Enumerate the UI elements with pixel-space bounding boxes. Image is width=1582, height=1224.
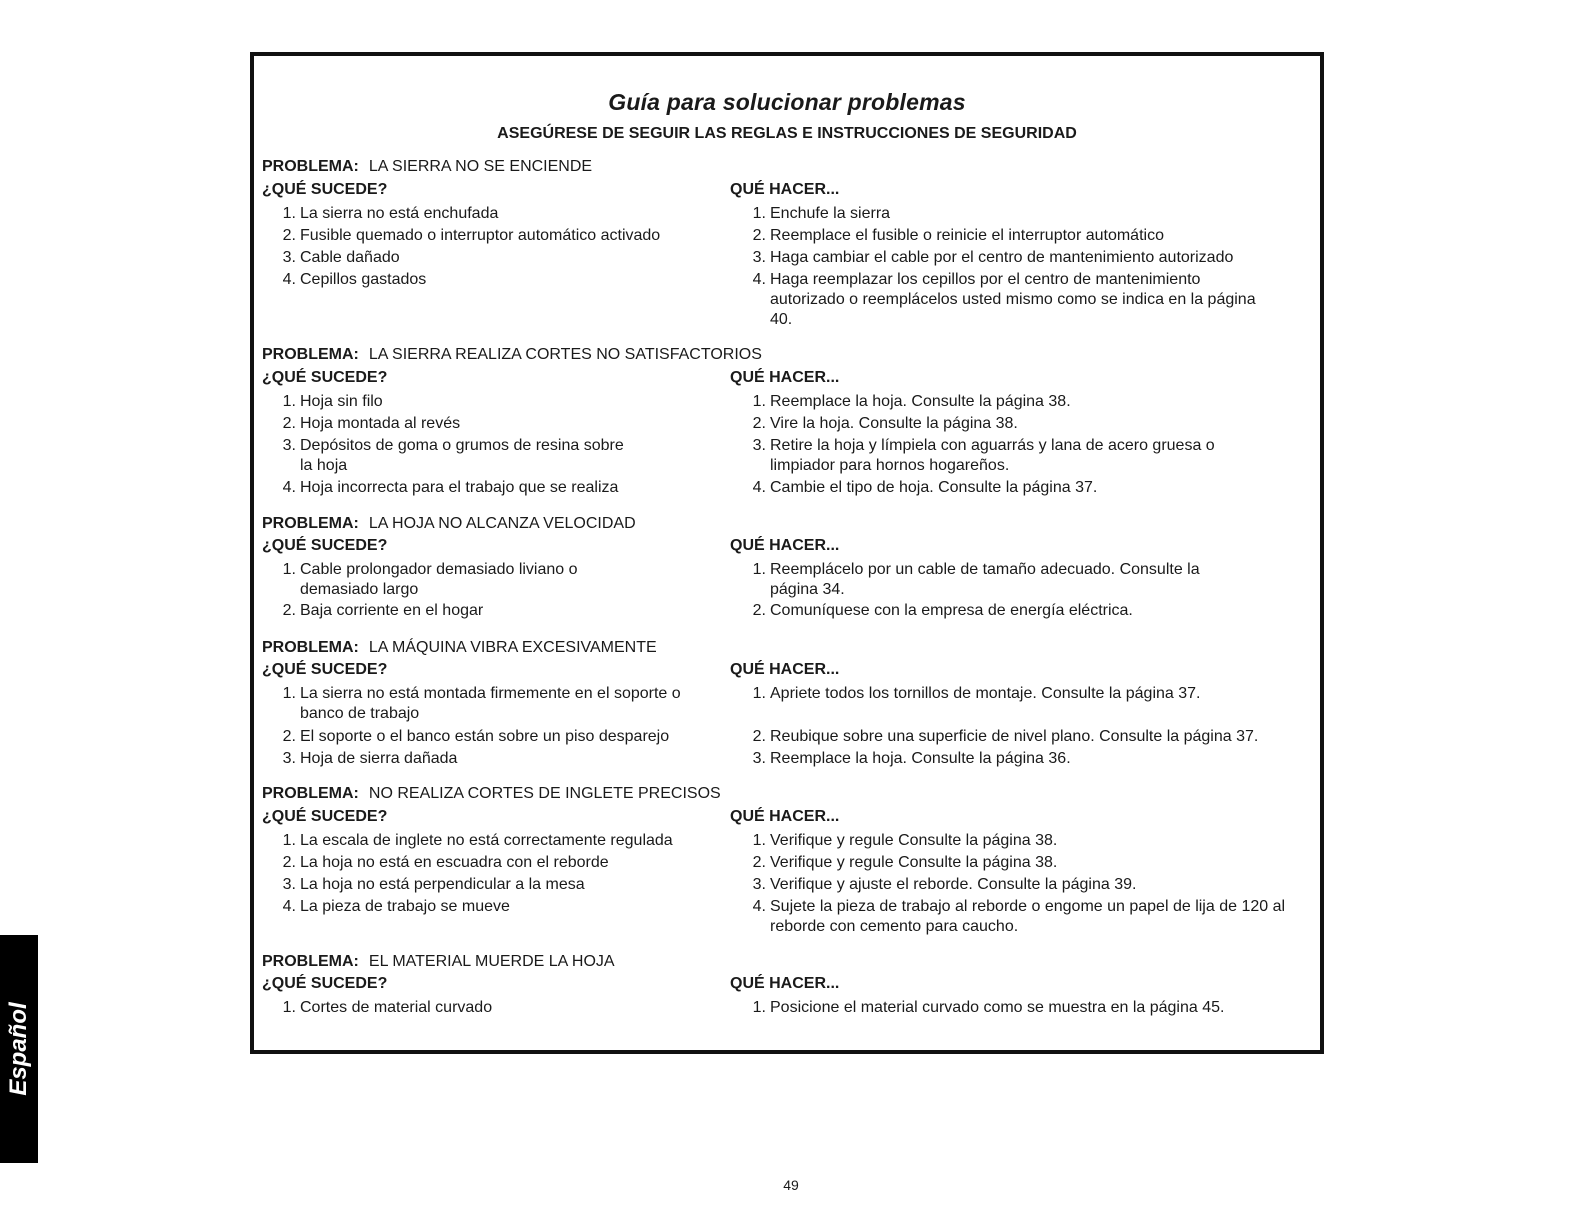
remedy-heading: QUÉ HACER... xyxy=(730,181,840,198)
item-number: 2. xyxy=(752,728,766,745)
item-text: Verifique y regule Consulte la página 38. xyxy=(770,854,1058,871)
item-number: 3. xyxy=(282,876,296,893)
remedy-heading: QUÉ HACER... xyxy=(730,537,840,554)
item-number: 3. xyxy=(752,437,766,454)
item-text: Reemplace el fusible o reinicie el interruptor automático xyxy=(770,227,1164,244)
item-text: Fusible quemado o interruptor automático activado xyxy=(300,227,661,244)
language-tab xyxy=(0,935,38,1163)
item-number: 4. xyxy=(282,898,296,915)
problem-text: EL MATERIAL MUERDE LA HOJA xyxy=(368,953,615,970)
item-text: Hoja sin filo xyxy=(300,393,383,410)
language-tab-label: Español xyxy=(5,1002,32,1096)
item-text: La sierra no está enchufada xyxy=(300,205,499,222)
item-text: Baja corriente en el hogar xyxy=(300,602,484,619)
problem-text: LA SIERRA NO SE ENCIENDE xyxy=(368,158,593,175)
remedy-heading: QUÉ HACER... xyxy=(730,369,840,386)
item-text: La escala de inglete no está correctamente regulada xyxy=(300,832,673,849)
cause-heading: ¿QUÉ SUCEDE? xyxy=(262,661,388,678)
remedy-heading: QUÉ HACER... xyxy=(730,975,840,992)
item-number: 1. xyxy=(282,561,296,578)
problem-heading xyxy=(262,785,721,803)
item-number: 3. xyxy=(282,750,296,767)
item-text: Cortes de material curvado xyxy=(300,999,493,1016)
item-text: Depósitos de goma o grumos de resina sobre la hoja xyxy=(300,437,624,474)
item-text: Posicione el material curvado como se muestra en la página 45. xyxy=(770,999,1225,1016)
problem-heading xyxy=(262,158,592,176)
item-number: 1. xyxy=(282,205,296,222)
item-number: 1. xyxy=(752,205,766,222)
item-text: La hoja no está en escuadra con el reborde xyxy=(300,854,609,871)
item-text: Haga reemplazar los cepillos por el centro de mantenimiento autorizado o reemplácelos usted mismo como se indica en la página 40. xyxy=(770,271,1256,328)
problem-text: LA SIERRA REALIZA CORTES NO SATISFACTORIOS xyxy=(368,346,762,363)
problem-text: LA MÁQUINA VIBRA EXCESIVAMENTE xyxy=(368,639,657,656)
item-number: 1. xyxy=(282,393,296,410)
item-text: El soporte o el banco están sobre un piso desparejo xyxy=(300,728,670,745)
item-number: 2. xyxy=(282,854,296,871)
item-text: La hoja no está perpendicular a la mesa xyxy=(300,876,585,893)
item-text: Enchufe la sierra xyxy=(770,205,891,222)
item-text: Comuníquese con la empresa de energía eléctrica. xyxy=(770,602,1133,619)
page-number: 49 xyxy=(783,1177,799,1193)
item-number: 1. xyxy=(752,561,766,578)
item-text: Vire la hoja. Consulte la página 38. xyxy=(770,415,1018,432)
item-text: Verifique y ajuste el reborde. Consulte la página 39. xyxy=(770,876,1137,893)
item-number: 3. xyxy=(282,437,296,454)
item-text: La pieza de trabajo se mueve xyxy=(300,898,510,915)
item-number: 2. xyxy=(752,227,766,244)
problem-label: PROBLEMA: xyxy=(262,515,359,532)
item-text: Haga cambiar el cable por el centro de mantenimiento autorizado xyxy=(770,249,1234,266)
cause-heading: ¿QUÉ SUCEDE? xyxy=(262,537,388,554)
troubleshooting-box xyxy=(250,52,1324,1054)
problem-heading xyxy=(262,515,636,533)
item-text: Sujete la pieza de trabajo al reborde o engome un papel de lija de 120 al reborde con cemento para caucho. xyxy=(770,898,1286,935)
item-number: 2. xyxy=(752,415,766,432)
problem-text: LA HOJA NO ALCANZA VELOCIDAD xyxy=(368,515,636,532)
item-text: Hoja incorrecta para el trabajo que se realiza xyxy=(300,479,619,496)
page-subtitle: ASEGÚRESE DE SEGUIR LAS REGLAS E INSTRUCCIONES DE SEGURIDAD xyxy=(497,125,1077,142)
problem-text: NO REALIZA CORTES DE INGLETE PRECISOS xyxy=(368,785,721,802)
item-number: 4. xyxy=(752,898,766,915)
cause-heading: ¿QUÉ SUCEDE? xyxy=(262,181,388,198)
item-text: Hoja de sierra dañada xyxy=(300,750,458,767)
problem-label: PROBLEMA: xyxy=(262,346,359,363)
item-number: 4. xyxy=(752,271,766,288)
cause-heading: ¿QUÉ SUCEDE? xyxy=(262,369,388,386)
item-text: Reemplácelo por un cable de tamaño adecuado. Consulte la página 34. xyxy=(770,561,1200,598)
problem-heading xyxy=(262,953,615,971)
item-text: Cable dañado xyxy=(300,249,400,266)
page-title: Guía para solucionar problemas xyxy=(608,89,966,115)
item-text: Cable prolongador demasiado liviano o demasiado largo xyxy=(300,561,578,598)
item-number: 2. xyxy=(752,602,766,619)
item-number: 2. xyxy=(282,728,296,745)
item-text: Hoja montada al revés xyxy=(300,415,461,432)
item-text: Reemplace la hoja. Consulte la página 38. xyxy=(770,393,1071,410)
item-text: Reemplace la hoja. Consulte la página 36. xyxy=(770,750,1071,767)
cause-heading: ¿QUÉ SUCEDE? xyxy=(262,808,388,825)
item-number: 1. xyxy=(752,685,766,702)
item-number: 2. xyxy=(752,854,766,871)
problem-heading xyxy=(262,346,762,364)
item-number: 1. xyxy=(282,832,296,849)
item-number: 1. xyxy=(752,999,766,1016)
item-text: Verifique y regule Consulte la página 38. xyxy=(770,832,1058,849)
item-number: 4. xyxy=(282,271,296,288)
item-number: 3. xyxy=(752,750,766,767)
item-text: Reubique sobre una superficie de nivel plano. Consulte la página 37. xyxy=(770,728,1259,745)
item-number: 3. xyxy=(752,249,766,266)
item-number: 1. xyxy=(752,393,766,410)
item-text: Retire la hoja y límpiela con aguarrás y lana de acero gruesa o limpiador para hornos hogareños. xyxy=(770,437,1215,474)
item-number: 3. xyxy=(752,876,766,893)
item-text: Cambie el tipo de hoja. Consulte la página 37. xyxy=(770,479,1098,496)
problem-label: PROBLEMA: xyxy=(262,953,359,970)
item-number: 4. xyxy=(752,479,766,496)
item-number: 3. xyxy=(282,249,296,266)
cause-heading: ¿QUÉ SUCEDE? xyxy=(262,975,388,992)
remedy-heading: QUÉ HACER... xyxy=(730,808,840,825)
item-number: 4. xyxy=(282,479,296,496)
item-number: 1. xyxy=(282,685,296,702)
item-number: 2. xyxy=(282,227,296,244)
problem-label: PROBLEMA: xyxy=(262,785,359,802)
item-number: 1. xyxy=(282,999,296,1016)
problem-label: PROBLEMA: xyxy=(262,158,359,175)
item-text: La sierra no está montada firmemente en el soporte o banco de trabajo xyxy=(300,685,681,722)
item-number: 2. xyxy=(282,602,296,619)
item-number: 1. xyxy=(752,832,766,849)
item-number: 2. xyxy=(282,415,296,432)
item-text: Cepillos gastados xyxy=(300,271,427,288)
problem-label: PROBLEMA: xyxy=(262,639,359,656)
remedy-heading: QUÉ HACER... xyxy=(730,661,840,678)
item-text: Apriete todos los tornillos de montaje. Consulte la página 37. xyxy=(770,685,1201,702)
problem-heading xyxy=(262,639,657,657)
